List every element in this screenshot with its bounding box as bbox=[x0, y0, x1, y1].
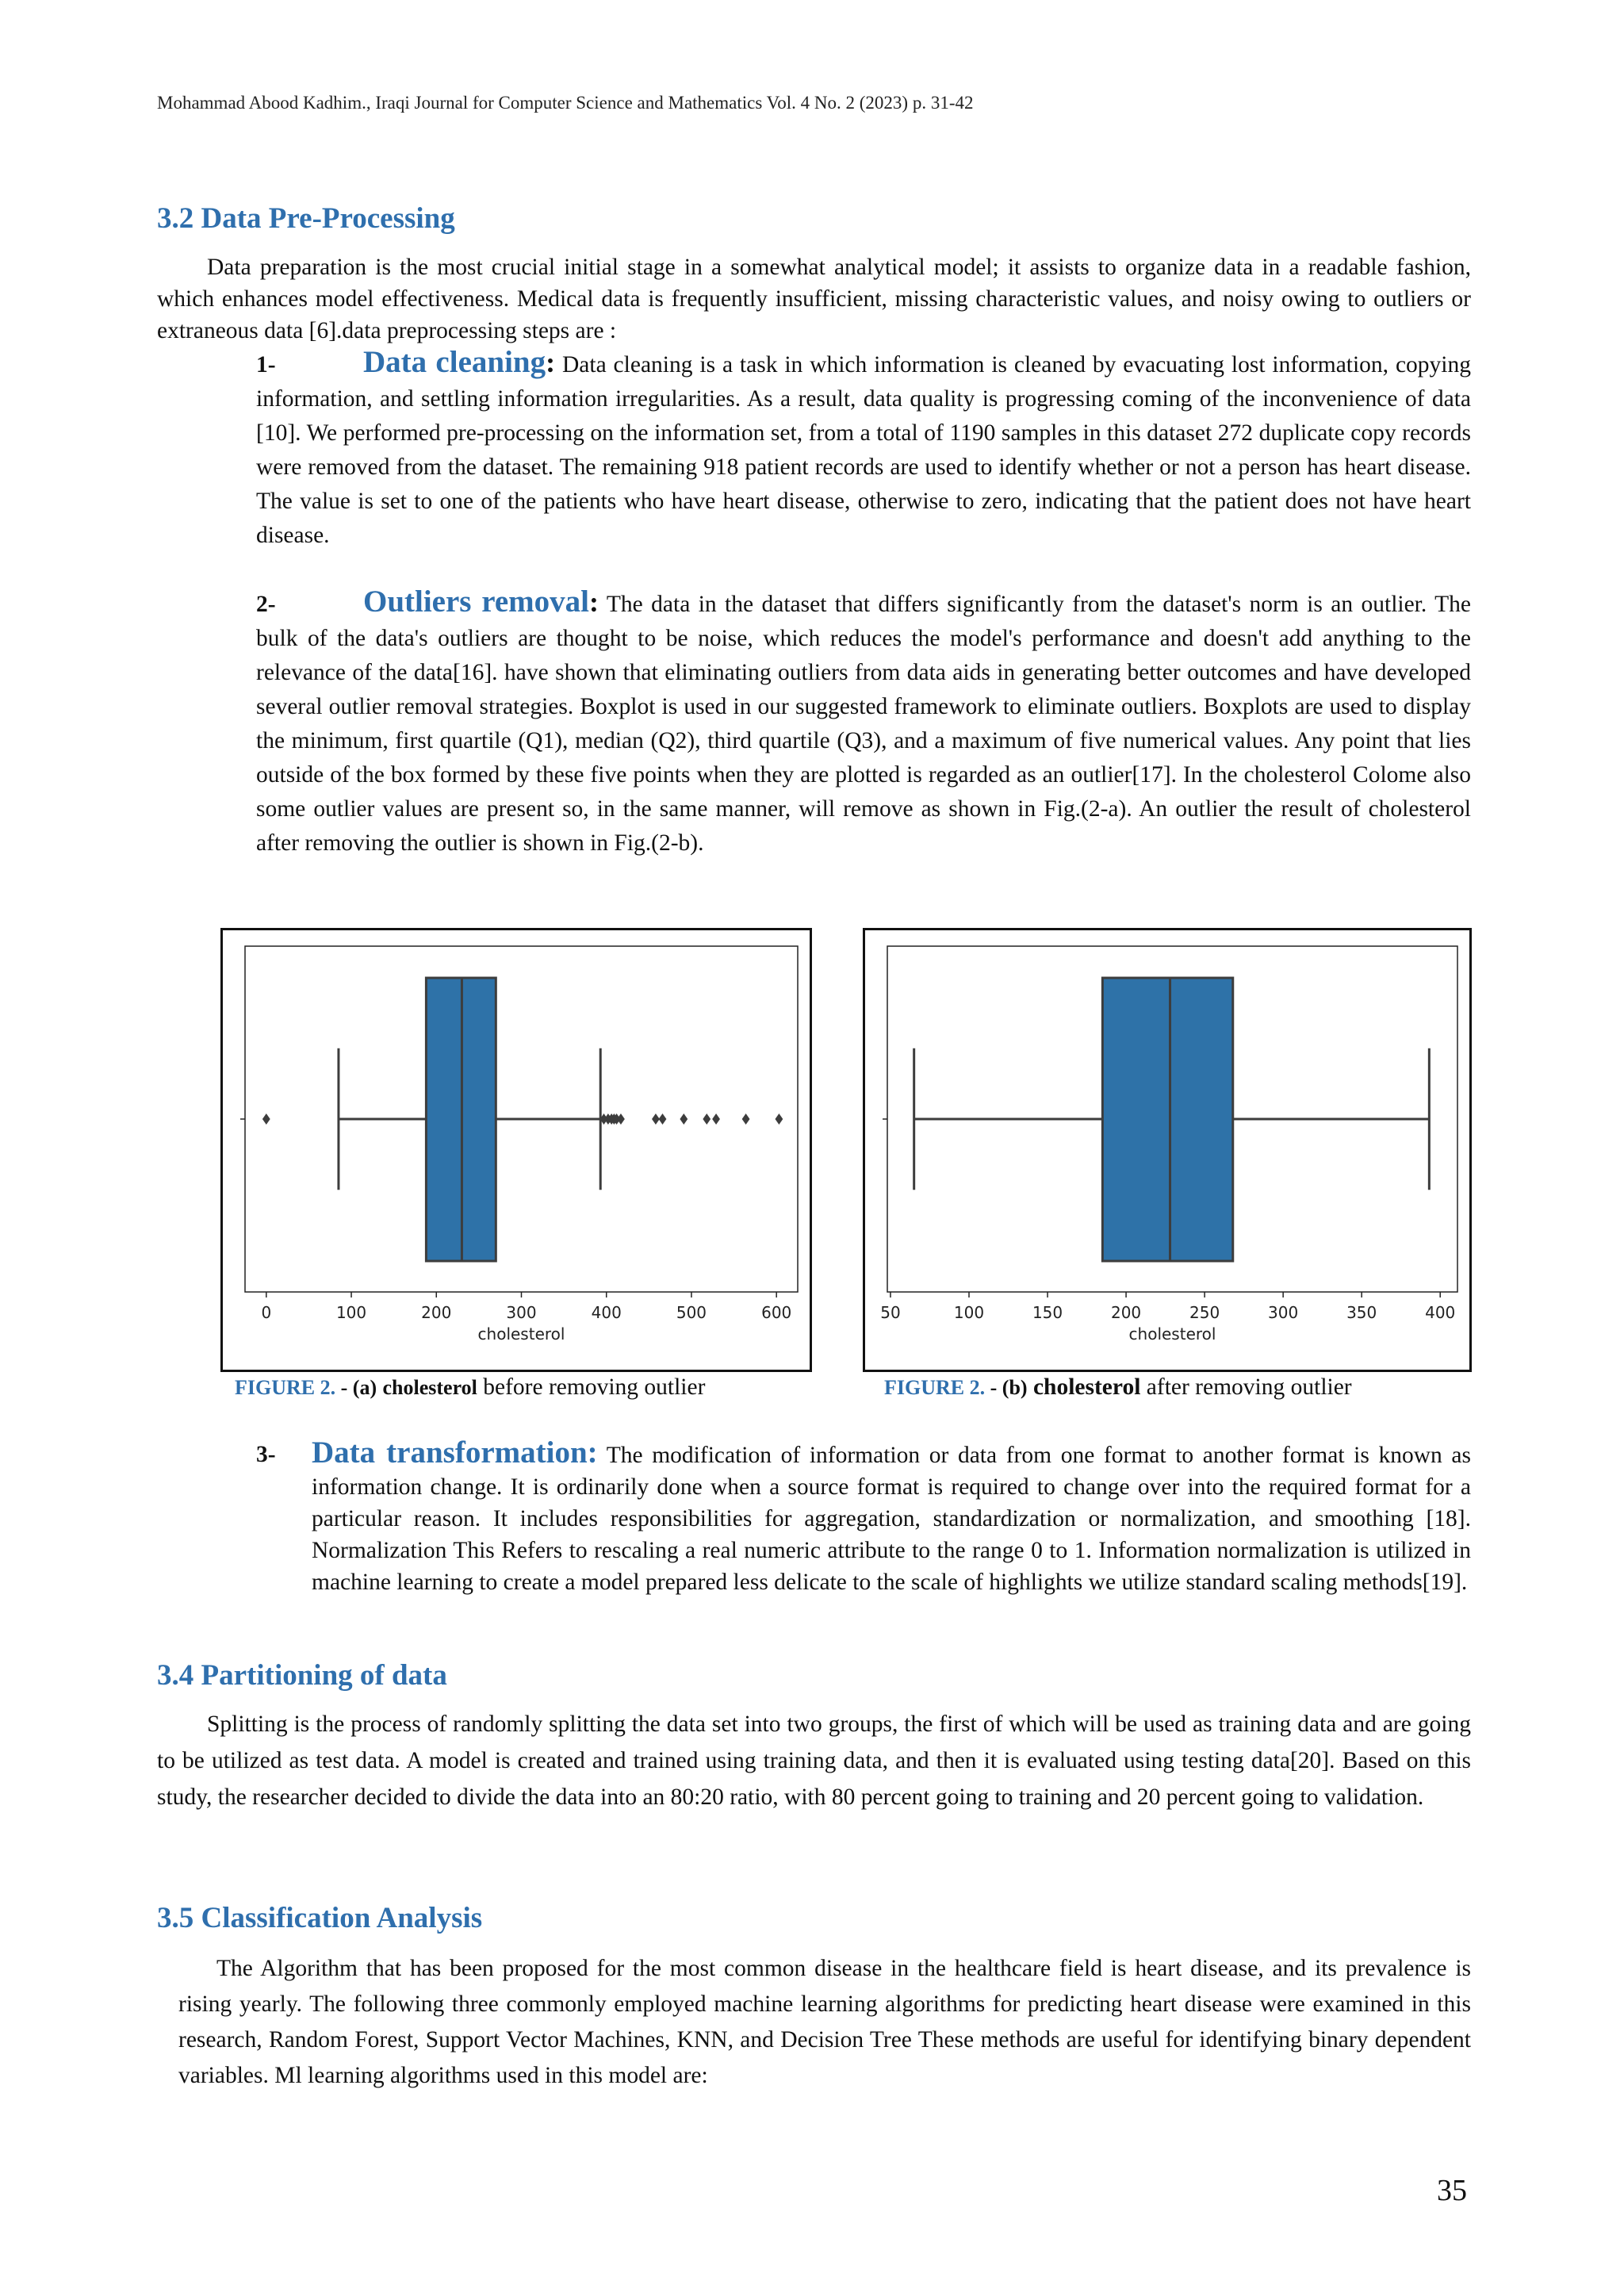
x-tick-label: 200 bbox=[421, 1303, 452, 1322]
x-tick-label: 600 bbox=[761, 1303, 792, 1322]
figure-2b-caption bbox=[884, 1374, 1352, 1401]
section-3-4-text: Splitting is the process of randomly splitting the data set into two groups, the first of which will be used as training data and are going to be utilized as test data. A model is created and trained using training data, and then it is evaluated using testing data[20]. Based on this study, the researcher decided to divide the data into an 80:20 ratio, with 80 percent going to training and 20 percent going to validation. bbox=[157, 1711, 1471, 1810]
caption-sub: (b) bbox=[1002, 1376, 1028, 1399]
list-item-number: 3- bbox=[256, 1442, 276, 1467]
section-title-3-5: 3.5 Classification Analysis bbox=[157, 1902, 483, 1934]
x-tick-label: 300 bbox=[506, 1303, 537, 1322]
outlier-point bbox=[742, 1114, 750, 1125]
running-header: Mohammad Abood Kadhim., Iraqi Journal for Computer Science and Mathematics Vol. 4 No. 2 (2023) p. 31-42 bbox=[157, 93, 974, 113]
x-axis-label: cholesterol bbox=[477, 1324, 565, 1343]
figure-2b-frame bbox=[863, 928, 1472, 1372]
caption-var: cholesterol bbox=[1032, 1374, 1141, 1400]
x-tick-label: 300 bbox=[1268, 1303, 1299, 1322]
section-3-2-intro: Data preparation is the most crucial initial stage in a somewhat analytical model; it assists to organize data in a readable fashion, which enhances model effectiveness. Medical data is frequently insufficient, missing characteristic values, and noisy owing to outliers or extraneous data [6].data preprocessing steps are : bbox=[157, 255, 1471, 343]
caption-sub: (a) bbox=[352, 1376, 377, 1399]
outlier-point bbox=[262, 1114, 270, 1125]
x-tick-label: 0 bbox=[261, 1303, 272, 1322]
outlier-point bbox=[776, 1114, 783, 1125]
x-tick-label: 100 bbox=[335, 1303, 367, 1322]
caption-sep: - bbox=[985, 1376, 1002, 1399]
x-tick-label: 250 bbox=[1189, 1303, 1220, 1322]
figure-2a-caption bbox=[235, 1374, 705, 1401]
list-item-outliers-removal bbox=[256, 585, 1471, 861]
caption-label: FIGURE 2. bbox=[884, 1376, 986, 1399]
figure-2b-chart bbox=[865, 930, 1469, 1370]
section-3-5-text: The Algorithm that has been proposed for the most common disease in the healthcare field is heart disease, and its prevalence is rising yearly. The following three commonly employed machine learning algorithms for predicting heart disease were examined in this research, Random Forest, Support Vector Machines, KNN, and Decision Tree These methods are useful for identifying binary dependent variables. Ml learning algorithms used in this model are: bbox=[178, 1956, 1471, 2088]
x-tick-label: 350 bbox=[1346, 1303, 1377, 1322]
page-number: 35 bbox=[1437, 2174, 1467, 2207]
list-item-data-cleaning bbox=[256, 345, 1471, 553]
x-tick-label: 400 bbox=[1425, 1303, 1456, 1322]
section-title-3-2: 3.2 Data Pre-Processing bbox=[157, 202, 455, 235]
figure-2a-chart bbox=[223, 930, 810, 1370]
list-item-colon: : bbox=[546, 347, 556, 378]
caption-var: cholesterol bbox=[382, 1376, 477, 1399]
outlier-point bbox=[659, 1114, 667, 1125]
caption-sep: - bbox=[335, 1376, 353, 1399]
x-tick-label: 50 bbox=[880, 1303, 901, 1322]
x-axis-label: cholesterol bbox=[1128, 1324, 1216, 1343]
caption-label: FIGURE 2. bbox=[235, 1376, 336, 1399]
section-title-3-4: 3.4 Partitioning of data bbox=[157, 1659, 447, 1692]
boxplot-b bbox=[880, 946, 1457, 1343]
caption-rest: after removing outlier bbox=[1140, 1374, 1352, 1400]
outlier-point bbox=[680, 1114, 688, 1125]
list-item-colon: : bbox=[589, 586, 599, 618]
x-tick-label: 500 bbox=[676, 1303, 707, 1322]
list-item-heading: Data cleaning bbox=[363, 345, 546, 379]
x-tick-label: 200 bbox=[1110, 1303, 1142, 1322]
figure-2a-frame bbox=[220, 928, 812, 1372]
outlier-point bbox=[617, 1114, 625, 1125]
x-tick-label: 400 bbox=[591, 1303, 622, 1322]
outlier-point bbox=[652, 1114, 660, 1125]
outlier-point bbox=[712, 1114, 720, 1125]
list-item-number: 1- bbox=[256, 352, 276, 378]
list-item-data-transformation bbox=[256, 1435, 1471, 1598]
list-item-heading: Data transformation: bbox=[312, 1435, 598, 1470]
outlier-point bbox=[703, 1114, 710, 1125]
x-tick-label: 100 bbox=[953, 1303, 985, 1322]
iqr-box bbox=[1102, 978, 1232, 1261]
list-item-text: The modification of information or data from one format to another format is known as information change. It is ordinarily done when a source format is required to change over into the required format for a particular reason. It includes responsibilities for aggregation, standardization or normalization, and smoothing [18]. Normalization This Refers to rescaling a real numeric attribute to the range 0 to 1. Information normalization is utilized in machine learning to create a model prepared less delicate to the scale of highlights we utilize standard scaling methods[19]. bbox=[312, 1443, 1471, 1595]
list-item-text: Data cleaning is a task in which information is cleaned by evacuating lost information, copying information, and settling information irregularities. As a result, data quality is progressing coming of the inconvenience of data [10]. We performed pre-processing on the information set, from a total of 1190 samples in this dataset 272 duplicate copy records were removed from the dataset. The remaining 918 patient records are used to identify whether or not a person has heart disease. The value is set to one of the patients who have heart disease, otherwise to zero, indicating that the patient does not have heart disease. bbox=[256, 352, 1471, 548]
list-item-number: 2- bbox=[256, 592, 276, 617]
x-tick-label: 150 bbox=[1032, 1303, 1063, 1322]
boxplot-a bbox=[240, 946, 798, 1343]
list-item-text: The data in the dataset that differs significantly from the dataset's norm is an outlier. The bulk of the data's outliers are thought to be noise, which reduces the model's performance and doesn't add anything to the relevance of the data[16]. have shown that eliminating outliers from data aids in generating better outcomes and have developed several outlier removal strategies. Boxplot is used in our suggested framework to eliminate outliers. Boxplots are used to display the minimum, first quartile (Q1), median (Q2), third quartile (Q3), and a maximum of five numerical values. Any point that lies outside of the box formed by these five points when they are plotted is regarded as an outlier[17]. In the cholesterol Colome also some outlier values are present so, in the same manner, will remove as shown in Fig.(2-a). An outlier the result of cholesterol after removing the outlier is shown in Fig.(2-b). bbox=[256, 592, 1471, 856]
list-item-heading: Outliers removal bbox=[363, 585, 590, 619]
caption-rest: before removing outlier bbox=[477, 1374, 706, 1400]
